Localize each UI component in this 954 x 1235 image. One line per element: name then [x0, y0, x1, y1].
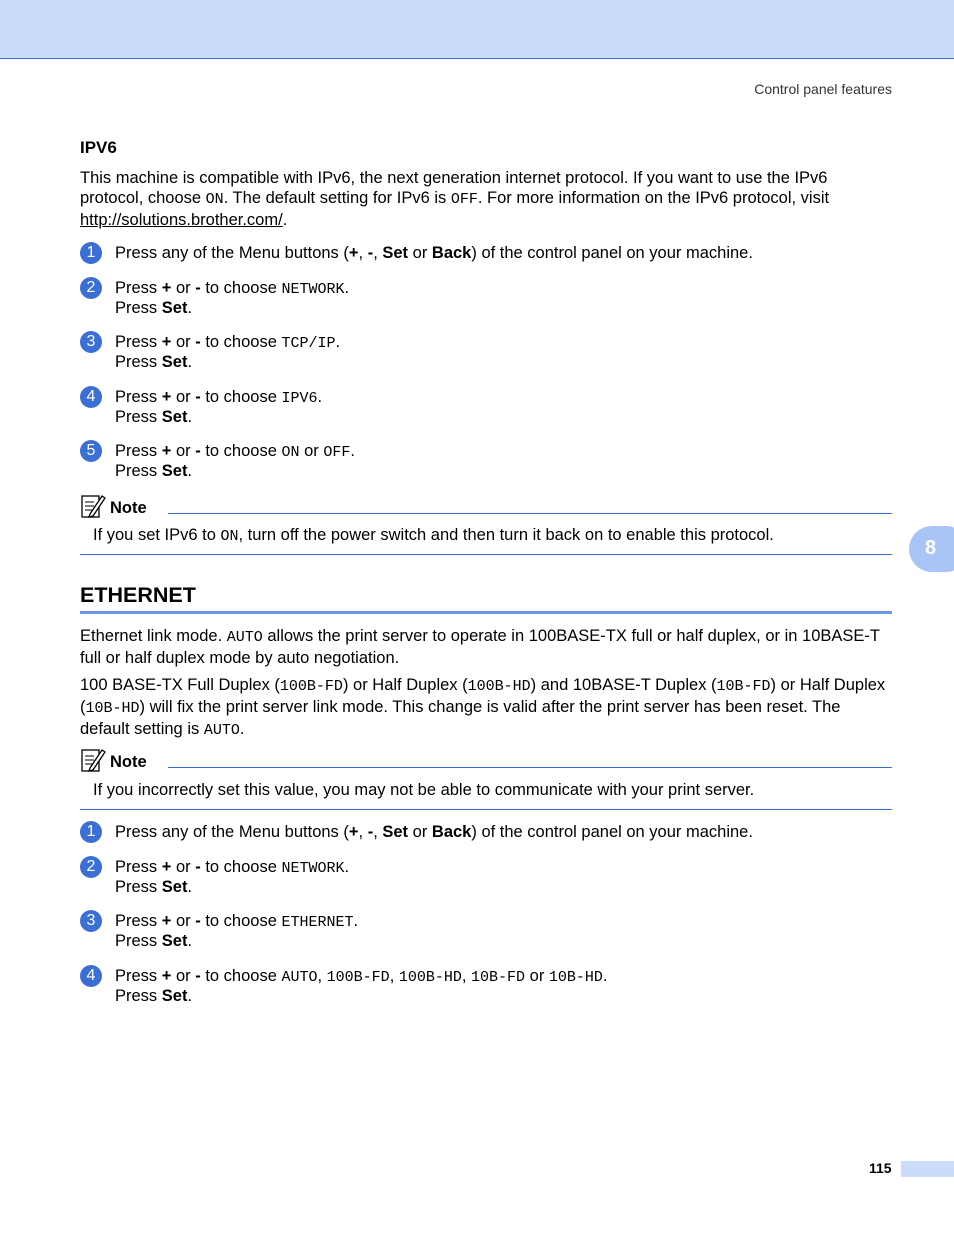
- ethernet-note-text: If you incorrectly set this value, you may not be able to communicate with your print server.: [93, 781, 755, 799]
- step-number-badge: 4: [80, 386, 102, 408]
- page-number-bar: [901, 1161, 954, 1177]
- step-number-badge: 5: [80, 440, 102, 462]
- ethernet-paragraph-2: 100 BASE-TX Full Duplex (100B-FD) or Half Duplex (100B-HD) and 10BASE-T Duplex (10B-FD) or Half Duplex (10B-HD) will fix the print server link mode. This change is valid after the print server has been reset. The default setting is AUTO.: [80, 676, 886, 739]
- step-number-badge: 3: [80, 331, 102, 353]
- ipv6-intro: This machine is compatible with IPv6, the next generation internet protocol. If you want to use the IPv6 protocol, choose ON. The default setting for IPv6 is OFF. For more information on the IPv6 protocol, visit http://solutions.brother.com/.: [80, 169, 830, 229]
- step-number-badge: 2: [80, 277, 102, 299]
- note-divider: [168, 767, 892, 768]
- running-title: Control panel features: [754, 81, 892, 97]
- chapter-tab: 8: [909, 526, 954, 572]
- ethernet-paragraph-1: Ethernet link mode. AUTO allows the print server to operate in 100BASE-TX full or half duplex, or in 10BASE-T full or half duplex mode by auto negotiation.: [80, 627, 880, 667]
- ipv6-heading: IPV6: [80, 138, 117, 157]
- ethernet-heading: ETHERNET: [80, 583, 196, 607]
- note-label: Note: [110, 499, 147, 517]
- note-label: Note: [110, 753, 147, 771]
- ethernet-note-header: [80, 747, 892, 775]
- note-end-rule: [80, 554, 892, 555]
- note-divider: [168, 513, 892, 514]
- heading-rule: [80, 611, 892, 614]
- note-pencil-icon: [80, 493, 106, 519]
- page-number: 115: [869, 1160, 892, 1176]
- step-number-badge: 4: [80, 965, 102, 987]
- step-number-badge: 1: [80, 821, 102, 843]
- note-pencil-icon: [80, 747, 106, 773]
- solutions-link[interactable]: http://solutions.brother.com/: [80, 211, 283, 229]
- step-number-badge: 3: [80, 910, 102, 932]
- note-end-rule: [80, 809, 892, 810]
- ipv6-note-text: If you set IPv6 to ON, turn off the power switch and then turn it back on to enable this protocol.: [93, 526, 774, 545]
- step-number-badge: 2: [80, 856, 102, 878]
- ipv6-note-header: [80, 493, 892, 521]
- header-bar: [0, 0, 954, 59]
- step-number-badge: 1: [80, 242, 102, 264]
